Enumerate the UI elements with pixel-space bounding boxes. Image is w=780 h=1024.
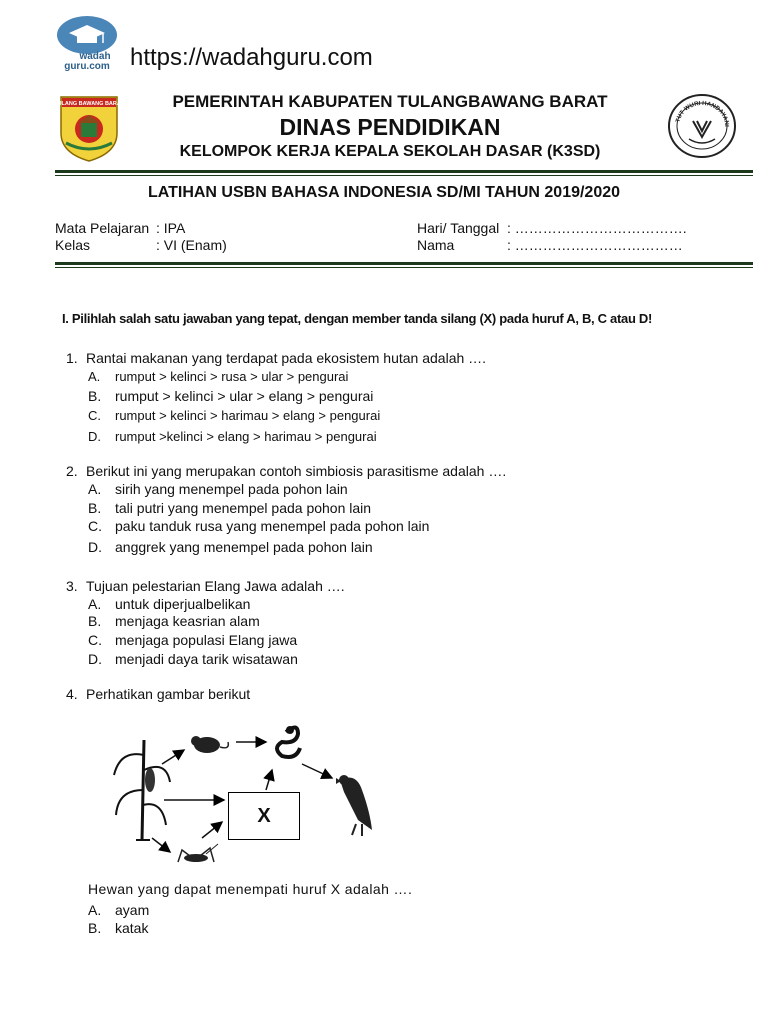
option-text: menjaga keasrian alam <box>115 613 260 629</box>
option-text: menjaga populasi Elang jawa <box>115 632 298 648</box>
arrow-x-snake <box>266 770 272 790</box>
option-text: rumput > kelinci > rusa > ular > pengurai <box>115 369 349 384</box>
option-text: katak <box>115 920 149 936</box>
header-divider-thick <box>55 170 753 173</box>
option-1a[interactable] <box>88 369 348 384</box>
grasshopper-icon <box>178 844 218 862</box>
question-2 <box>66 463 506 479</box>
option-letter: D. <box>88 429 101 444</box>
date-label: Hari/ Tanggal <box>417 220 500 236</box>
option-text: anggrek yang menempel pada pohon lain <box>115 539 373 555</box>
meta-divider-thick <box>55 262 753 265</box>
option-letter: B. <box>88 500 102 516</box>
option-letter: A. <box>88 902 102 918</box>
rat-icon <box>191 736 228 753</box>
exam-title: LATIHAN USBN BAHASA INDONESIA SD/MI TAHUN 2019/2020 <box>147 184 621 201</box>
name-label: Nama <box>417 237 455 253</box>
option-letter: A. <box>88 369 101 384</box>
arrow-grasshopper-x <box>202 822 222 838</box>
logo-text-2: guru.com <box>64 61 110 72</box>
subject-label: Mata Pelajaran <box>55 220 150 236</box>
option-text: tali putri yang menempel pada pohon lain <box>115 500 372 516</box>
option-letter: C. <box>88 632 102 648</box>
option-3b[interactable] <box>88 613 260 629</box>
class-label: Kelas <box>55 237 91 253</box>
question-text: Rantai makanan yang terdapat pada ekosistem hutan adalah …. <box>86 350 487 366</box>
class-value: : VI (Enam) <box>156 237 227 253</box>
option-4a[interactable] <box>88 902 149 918</box>
header-government: PEMERINTAH KABUPATEN TULANGBAWANG BARAT <box>172 92 608 111</box>
option-letter: B. <box>88 613 102 629</box>
instruction: I. Pilihlah salah satu jawaban yang tepat, dengan member tanda silang (X) pada huruf A, B, C atau D! <box>62 311 653 326</box>
name-value: : ……………………………… <box>507 237 683 253</box>
meta-divider-thin <box>55 267 753 268</box>
option-2b[interactable] <box>88 500 371 516</box>
snake-icon <box>277 726 300 757</box>
option-letter: D. <box>88 539 102 555</box>
option-text: paku tanduk rusa yang menempel pada pohon lain <box>115 518 430 534</box>
option-letter: C. <box>88 518 102 534</box>
arrow-snake-eagle <box>302 764 332 778</box>
option-2d[interactable] <box>88 539 373 555</box>
option-3c[interactable] <box>88 632 297 648</box>
question-number: 4. <box>66 686 78 702</box>
option-1d[interactable] <box>88 429 377 444</box>
question-text: Berikut ini yang merupakan contoh simbiosis parasitisme adalah …. <box>86 463 507 479</box>
header-working-group: KELOMPOK KERJA KEPALA SEKOLAH DASAR (K3SD) <box>179 143 601 160</box>
question-text: Tujuan pelestarian Elang Jawa adalah …. <box>86 578 345 594</box>
plant-icon <box>114 740 170 840</box>
option-text: untuk diperjualbelikan <box>115 596 251 612</box>
date-value: : ………………………………. <box>507 220 687 236</box>
question-4-follow-up: Hewan yang dapat menempati huruf X adalah …. <box>88 881 413 897</box>
option-letter: A. <box>88 596 102 612</box>
wadahguru-logo <box>55 15 119 71</box>
subject-value: : IPA <box>156 220 186 236</box>
emblem-caption: TULANG BAWANG BARAT <box>54 101 124 107</box>
option-1b[interactable] <box>88 388 373 404</box>
option-text: rumput > kelinci > harimau > elang > pengurai <box>115 408 381 423</box>
arrow-plant-grasshopper <box>152 838 170 852</box>
option-letter: B. <box>88 388 102 404</box>
option-letter: C. <box>88 408 101 423</box>
option-text: rumput >kelinci > elang > harimau > pengurai <box>115 429 377 444</box>
question-number: 3. <box>66 578 78 594</box>
header-divider-thin <box>55 175 753 176</box>
option-text: menjadi daya tarik wisatawan <box>115 651 298 667</box>
question-text: Perhatikan gambar berikut <box>86 686 251 702</box>
option-3a[interactable] <box>88 596 250 612</box>
option-text: sirih yang menempel pada pohon lain <box>115 481 348 497</box>
site-url[interactable]: https://wadahguru.com <box>130 44 373 71</box>
eagle-icon <box>336 775 372 836</box>
unknown-animal-box: X <box>228 792 300 840</box>
option-2c[interactable] <box>88 518 429 534</box>
question-1 <box>66 350 486 366</box>
option-1c[interactable] <box>88 408 380 423</box>
logo-text-1: wadah <box>79 51 111 62</box>
option-text: ayam <box>115 902 150 918</box>
option-4b[interactable] <box>88 920 148 936</box>
header-department: DINAS PENDIDIKAN <box>279 114 501 140</box>
arrow-plant-rat <box>162 750 184 764</box>
option-letter: A. <box>88 481 102 497</box>
question-number: 1. <box>66 350 78 366</box>
option-letter: D. <box>88 651 102 667</box>
option-text: rumput > kelinci > ular > elang > pengurai <box>115 388 374 404</box>
option-2a[interactable] <box>88 481 348 497</box>
question-4 <box>66 686 250 702</box>
question-number: 2. <box>66 463 78 479</box>
option-letter: B. <box>88 920 102 936</box>
question-3 <box>66 578 345 594</box>
emblem-motto: TUT WURI HANDAYANI <box>675 100 730 127</box>
option-3d[interactable] <box>88 651 298 667</box>
